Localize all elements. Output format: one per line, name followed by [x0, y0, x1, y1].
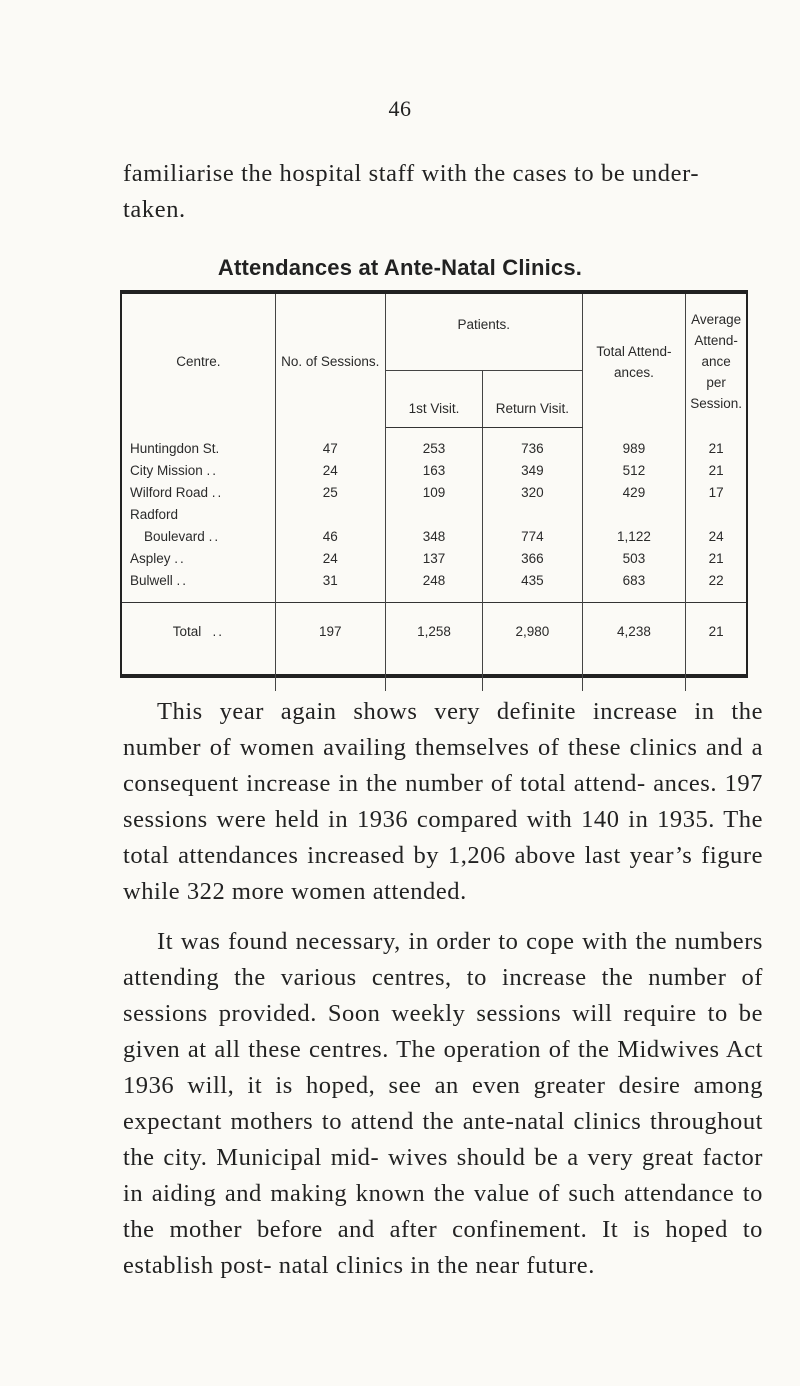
cell-total: 989: [582, 428, 686, 461]
cell-total-first-visit: 1,258: [385, 603, 482, 692]
table-row: [122, 504, 746, 526]
cell-first-visit: 348: [385, 526, 482, 548]
cell-average: [686, 504, 746, 526]
header-total: Total Attend- ances.: [582, 294, 686, 428]
cell-return-visit: 349: [483, 460, 583, 482]
cell-sessions: [275, 504, 385, 526]
cell-sessions: 25: [275, 482, 385, 504]
cell-centre: Wilford Road ..: [122, 482, 275, 504]
table-row: [122, 570, 746, 603]
cell-first-visit: 109: [385, 482, 482, 504]
cell-total-attendances: 4,238: [582, 603, 686, 692]
cell-first-visit: 137: [385, 548, 482, 570]
intro-paragraph: familiarise the hospital staff with the cases to be under- taken.: [123, 160, 700, 223]
cell-return-visit: 366: [483, 548, 583, 570]
header-patients: Patients.: [385, 294, 582, 371]
cell-centre: Boulevard ..: [122, 526, 275, 548]
cell-first-visit: 163: [385, 460, 482, 482]
cell-total-return-visit: 2,980: [483, 603, 583, 692]
cell-sessions: 24: [275, 460, 385, 482]
header-centre: Centre.: [122, 294, 275, 428]
cell-total-average: 21: [686, 603, 746, 692]
cell-return-visit: 435: [483, 570, 583, 603]
table-body: [122, 428, 746, 692]
attendance-table: [122, 294, 746, 691]
header-average: Average Attend- ance per Session.: [690, 312, 742, 412]
cell-sessions: 46: [275, 526, 385, 548]
cell-total: 503: [582, 548, 686, 570]
cell-return-visit: 774: [483, 526, 583, 548]
header-first-visit: 1st Visit.: [385, 371, 482, 428]
paragraph-1: This year again shows very definite increase in the number of women availing themselves of these clinics and a consequent increase in the number of total attend- ances. 197 sessions were held in 1936 compared with 140 in 1935. The total attendances increased by 1,206 above last year’s figure while 322 more women attended.: [123, 698, 763, 905]
cell-total: 683: [582, 570, 686, 603]
cell-centre: Aspley ..: [122, 548, 275, 570]
cell-centre: City Mission ..: [122, 460, 275, 482]
cell-total: 1,122: [582, 526, 686, 548]
paragraph-2: It was found necessary, in order to cope with the numbers attending the various centres, to increase the number of sessions provided. Soon weekly sessions will require to be given at all these centres. The operation of the Midwives Act 1936 will, it is hoped, see an even greater desire among expectant mothers to attend the ante-natal clinics throughout the city. Municipal mid- wives should be a very great factor in aiding and making known the value of such attendance to the mother before and after confinement. It is hoped to establish post- natal clinics in the near future.: [123, 928, 763, 1279]
cell-return-visit: 320: [483, 482, 583, 504]
table-row: [122, 428, 746, 461]
cell-average: 21: [708, 463, 724, 478]
cell-average: 22: [708, 573, 724, 588]
cell-average: 17: [708, 485, 724, 500]
cell-centre: Bulwell ..: [122, 570, 275, 603]
table-title: Attendances at Ante-Natal Clinics.: [217, 255, 583, 280]
cell-total: [582, 504, 686, 526]
cell-return-visit: 736: [483, 428, 583, 461]
cell-first-visit: [385, 504, 482, 526]
cell-total: 429: [582, 482, 686, 504]
cell-centre: Radford: [122, 504, 275, 526]
table-row: [122, 460, 746, 482]
cell-sessions: 47: [275, 428, 385, 461]
table-row: [122, 482, 746, 504]
cell-centre: Huntingdon St.: [122, 428, 275, 461]
cell-total-sessions: 197: [275, 603, 385, 692]
table-row: [122, 548, 746, 570]
cell-sessions: 31: [275, 570, 385, 603]
table-row: [122, 526, 746, 548]
cell-average: 21: [708, 440, 724, 456]
page-number: 46: [388, 96, 412, 121]
header-sessions: No. of Sessions.: [275, 294, 385, 428]
header-return-visit: Return Visit.: [483, 371, 583, 428]
cell-first-visit: 253: [385, 428, 482, 461]
total-row: [122, 603, 746, 692]
cell-return-visit: [483, 504, 583, 526]
cell-total: 512: [582, 460, 686, 482]
cell-average: 21: [708, 551, 724, 566]
cell-average: 24: [708, 529, 724, 544]
cell-total-label: Total ..: [122, 603, 275, 692]
cell-first-visit: 248: [385, 570, 482, 603]
attendance-table-frame: [120, 290, 748, 678]
cell-sessions: 24: [275, 548, 385, 570]
